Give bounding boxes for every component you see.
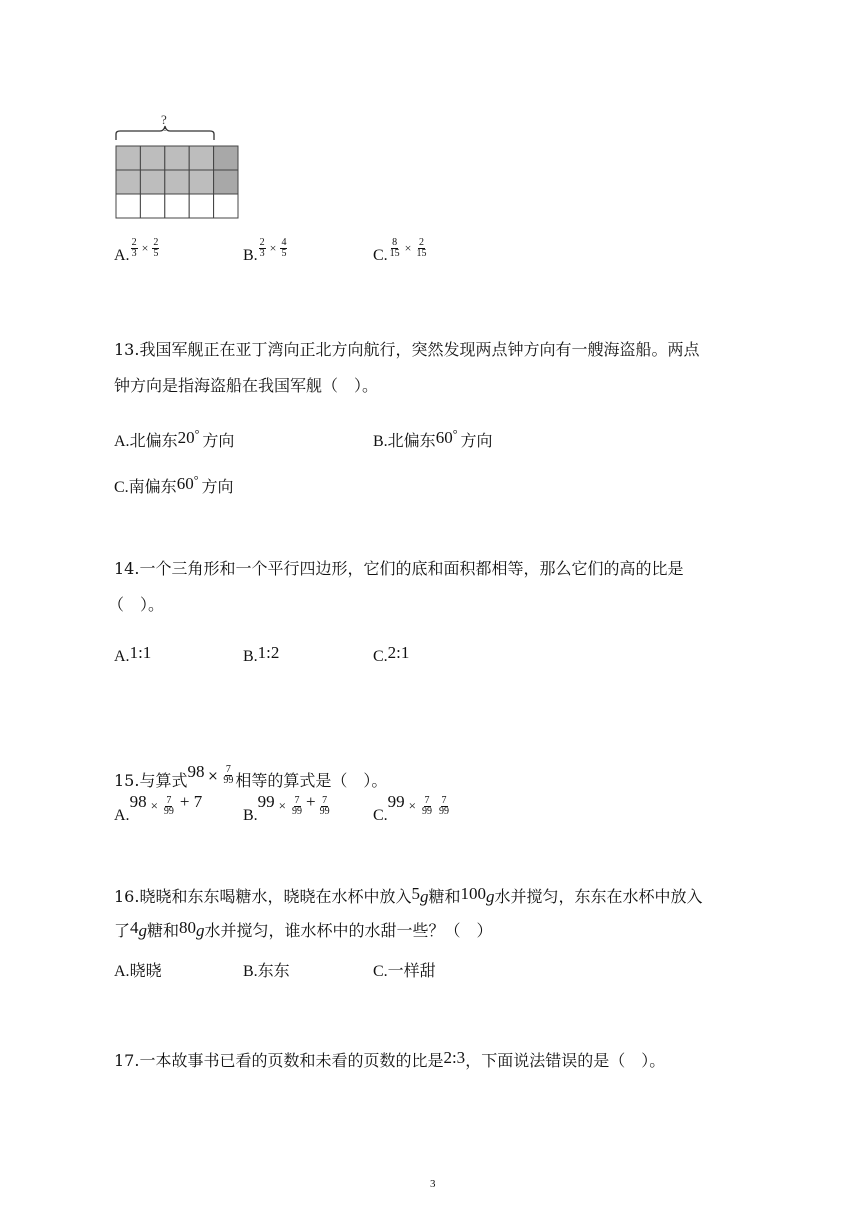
- option-label: B.: [243, 807, 258, 824]
- q13-stem-line2: 钟方向是指海盗船在我国军舰（ ）。: [114, 376, 379, 395]
- grid-cell: [165, 170, 189, 194]
- option-label: C.: [114, 479, 129, 496]
- option-label: C.: [373, 807, 388, 824]
- ratio-value: 2:3: [443, 1048, 466, 1067]
- option-text: 北偏东: [387, 431, 436, 450]
- times-sign: ×: [404, 241, 412, 256]
- ratio-value: 1:2: [257, 643, 280, 662]
- q15-option-b[interactable]: [243, 792, 332, 826]
- fraction: $\frac{2}{15}$: [416, 237, 427, 259]
- grid-cell: [116, 194, 140, 218]
- degree-sign: °: [193, 473, 199, 487]
- q15-option-c[interactable]: [373, 792, 451, 826]
- degree-sign: °: [452, 427, 458, 441]
- grid-cell: [214, 170, 238, 194]
- q15-option-a[interactable]: [114, 792, 202, 826]
- fraction: $\frac{7}{99}$: [422, 794, 433, 817]
- mass-value: 80: [179, 918, 197, 937]
- q16-stem-line2: [114, 918, 493, 941]
- angle-value: 20: [177, 428, 195, 447]
- grid-cell: [116, 146, 140, 170]
- fraction: $\frac{8}{15}$: [389, 237, 400, 259]
- times-sign: ×: [150, 798, 158, 813]
- ratio-value: 1:1: [129, 643, 152, 662]
- times-sign: ×: [278, 798, 287, 813]
- q13-stem-line1: 13.我国军舰正在亚丁湾向正北方向航行，突然发现两点钟方向有一艘海盗船。两点: [114, 340, 700, 359]
- q14-option-b[interactable]: [243, 643, 279, 667]
- grid-cell: [214, 194, 238, 218]
- fraction: $\frac{2}{3}$: [131, 237, 137, 259]
- question-mark: ?: [161, 112, 167, 127]
- stem-text: ，下面说法错误的是（ ）。: [465, 1051, 666, 1070]
- q13-option-c[interactable]: [114, 470, 234, 498]
- unit-gram: g: [419, 887, 429, 906]
- option-label: C.: [373, 247, 388, 265]
- fraction: $\frac{7}{99}$: [319, 794, 330, 817]
- q16-stem-line1: [114, 884, 702, 907]
- option-label: A.: [114, 807, 130, 824]
- grid-cell: [189, 194, 213, 218]
- q14-stem-line2: （ ）。: [108, 595, 165, 614]
- fraction: $\frac{7}{99}$: [163, 794, 174, 817]
- stem-text: 相等的算式是（ ）。: [235, 771, 388, 790]
- expr-number: 99: [257, 792, 275, 811]
- q16-option-a[interactable]: [114, 961, 162, 982]
- q12-option-c[interactable]: [373, 238, 428, 266]
- q14-option-a[interactable]: [114, 643, 151, 667]
- mass-value: 5: [411, 884, 420, 903]
- option-text: 一样甜: [387, 961, 436, 980]
- grid-cell: [214, 146, 238, 170]
- q16-option-c[interactable]: [373, 961, 436, 982]
- option-text: 方向: [201, 477, 234, 496]
- fraction: $\frac{4}{5}$: [281, 237, 287, 259]
- option-label: B.: [243, 648, 258, 665]
- option-text: 南偏东: [128, 477, 177, 496]
- ratio-value: 2:1: [387, 643, 410, 662]
- fraction-grid-svg: [112, 112, 244, 220]
- fraction: $\frac{2}{5}$: [153, 237, 159, 259]
- stem-text: 16.晓晓和东东喝糖水，晓晓在水杯中放入: [114, 887, 412, 906]
- q14-stem-line1: 14.一个三角形和一个平行四边形，它们的底和面积都相等，那么它们的高的比是: [114, 559, 684, 578]
- grid-cell: [165, 194, 189, 218]
- q12-option-a[interactable]: [114, 238, 160, 266]
- option-text: 方向: [460, 431, 493, 450]
- option-label: A.: [114, 963, 130, 980]
- option-label: B.: [373, 433, 388, 450]
- q13-option-b[interactable]: [373, 424, 493, 452]
- expr-tail: + 7: [179, 792, 203, 811]
- option-text: 方向: [202, 431, 235, 450]
- stem-text: 糖和: [428, 887, 461, 906]
- stem-text: 糖和: [147, 921, 180, 940]
- stem-text: 了: [114, 921, 131, 940]
- unit-gram: g: [196, 921, 205, 940]
- fraction: $\frac{7}{99}$: [223, 764, 234, 786]
- q15-stem: [114, 762, 387, 791]
- unit-gram: g: [485, 887, 495, 906]
- plus-sign: +: [306, 792, 316, 811]
- option-text: 北偏东: [129, 431, 178, 450]
- option-label: A.: [114, 648, 130, 665]
- expr-number: 98: [129, 792, 147, 811]
- option-text: 东东: [257, 961, 290, 980]
- grid-cell: [116, 170, 140, 194]
- expr-number: 99: [387, 792, 405, 811]
- grid-cell: [140, 170, 164, 194]
- stem-text: 17.一本故事书已看的页数和未看的页数的比是: [114, 1051, 444, 1070]
- fraction-grid-figure: [112, 112, 244, 220]
- option-label: A.: [114, 433, 130, 450]
- option-label: B.: [243, 247, 258, 265]
- option-label: A.: [114, 247, 130, 265]
- unit-gram: g: [138, 921, 148, 940]
- grid-cell: [165, 146, 189, 170]
- fraction: $\frac{7}{99}$: [439, 794, 450, 817]
- expr-number: 98: [187, 762, 205, 781]
- times-sign: ×: [269, 241, 277, 256]
- grid-cell: [189, 170, 213, 194]
- q16-option-b[interactable]: [243, 961, 290, 982]
- grid-cell: [140, 146, 164, 170]
- grid-cell: [140, 194, 164, 218]
- angle-value: 60: [435, 428, 453, 447]
- times-sign: ×: [141, 241, 149, 256]
- stem-text: 15.与算式: [114, 771, 188, 790]
- option-label: B.: [243, 963, 258, 980]
- option-text: 晓晓: [129, 961, 162, 980]
- mass-value: 4: [130, 918, 139, 937]
- times-sign: ×: [207, 769, 219, 784]
- option-label: C.: [373, 648, 388, 665]
- page-number: 3: [430, 1178, 436, 1190]
- fraction: $\frac{2}{3}$: [259, 237, 265, 259]
- angle-value: 60: [176, 474, 194, 493]
- q14-option-c[interactable]: [373, 643, 409, 667]
- grid-cells: [116, 146, 238, 218]
- q13-option-a[interactable]: [114, 424, 234, 452]
- stem-text: 水并搅匀，谁水杯中的水甜一些？（ ）: [204, 921, 493, 940]
- q17-stem: [114, 1048, 665, 1071]
- mass-value: 100: [460, 884, 486, 903]
- stem-text: 水并搅匀，东东在水杯中放入: [494, 887, 703, 906]
- fraction: $\frac{7}{99}$: [292, 794, 303, 817]
- times-sign: ×: [408, 798, 417, 813]
- q12-option-b[interactable]: [243, 238, 288, 266]
- grid-cell: [189, 146, 213, 170]
- degree-sign: °: [194, 427, 200, 441]
- option-label: C.: [373, 963, 388, 980]
